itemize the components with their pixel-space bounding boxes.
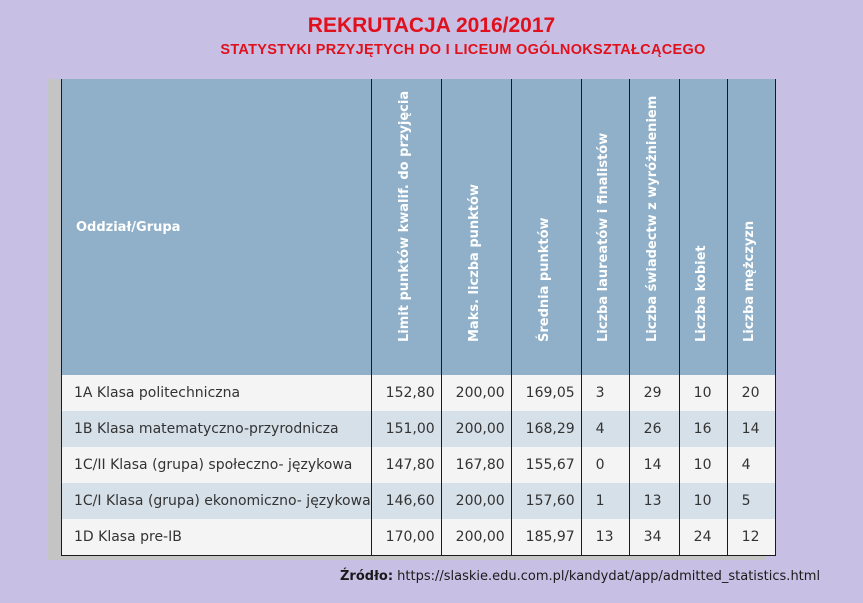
column-header-label: Maks. liczba punktów: [467, 184, 483, 342]
cell-women: 24: [679, 519, 727, 556]
cell-limit: 152,80: [371, 375, 441, 411]
admission-statistics-table: [61, 79, 776, 556]
cell-max: 200,00: [441, 519, 511, 556]
cell-average: 169,05: [511, 375, 581, 411]
column-header-label: Limit punktów kwalif. do przyjęcia: [397, 90, 413, 342]
cell-laureates: 4: [581, 411, 629, 447]
cell-women: 10: [679, 483, 727, 519]
cell-honors: 13: [629, 483, 679, 519]
column-header-label: Liczba mężczyzn: [742, 220, 758, 342]
column-header-group: [62, 79, 372, 375]
cell-group: 1C/I Klasa (grupa) ekonomiczno- językowa: [62, 483, 372, 519]
cell-honors: 26: [629, 411, 679, 447]
cell-men: 20: [727, 375, 775, 411]
column-header-label: Średnia punktów: [537, 217, 553, 342]
cell-limit: 151,00: [371, 411, 441, 447]
cell-average: 185,97: [511, 519, 581, 556]
cell-limit: 146,60: [371, 483, 441, 519]
cell-group: 1D Klasa pre-IB: [62, 519, 372, 556]
cell-men: 14: [727, 411, 775, 447]
column-header-average: [511, 79, 581, 375]
source-label: Źródło:: [340, 569, 394, 584]
table-row: [62, 519, 776, 556]
page-subtitle: STATYSTYKI PRZYJĘTYCH DO I LICEUM OGÓLNOKSZTAŁCĄCEGO: [220, 42, 706, 58]
table-row: [62, 411, 776, 447]
table-header-row: [62, 79, 776, 375]
cell-max: 200,00: [441, 411, 511, 447]
source-note: [340, 569, 820, 584]
cell-max: 167,80: [441, 447, 511, 483]
cell-laureates: 13: [581, 519, 629, 556]
cell-average: 155,67: [511, 447, 581, 483]
cell-laureates: 1: [581, 483, 629, 519]
column-header-limit: [371, 79, 441, 375]
cell-max: 200,00: [441, 483, 511, 519]
cell-limit: 147,80: [371, 447, 441, 483]
page-title: REKRUTACJA 2016/2017: [307, 14, 556, 37]
cell-group: 1C/II Klasa (grupa) społeczno- językowa: [62, 447, 372, 483]
source-url: https://slaskie.edu.com.pl/kandydat/app/admitted_statistics.html: [397, 569, 821, 584]
cell-men: 4: [727, 447, 775, 483]
cell-honors: 29: [629, 375, 679, 411]
column-header-label: Oddział/Grupa: [76, 219, 181, 235]
cell-max: 200,00: [441, 375, 511, 411]
cell-laureates: 0: [581, 447, 629, 483]
table-row: [62, 447, 776, 483]
column-header-label: Liczba kobiet: [694, 245, 710, 342]
cell-limit: 170,00: [371, 519, 441, 556]
column-header-max: [441, 79, 511, 375]
cell-average: 168,29: [511, 411, 581, 447]
column-header-honors: [629, 79, 679, 375]
cell-women: 10: [679, 375, 727, 411]
cell-average: 157,60: [511, 483, 581, 519]
cell-women: 16: [679, 411, 727, 447]
cell-group: 1B Klasa matematyczno-przyrodnicza: [62, 411, 372, 447]
cell-men: 5: [727, 483, 775, 519]
cell-honors: 34: [629, 519, 679, 556]
column-header-label: Liczba świadectw z wyróżnieniem: [645, 95, 661, 342]
cell-laureates: 3: [581, 375, 629, 411]
cell-group: 1A Klasa politechniczna: [62, 375, 372, 411]
cell-honors: 14: [629, 447, 679, 483]
column-header-laureates: [581, 79, 629, 375]
column-header-women: [679, 79, 727, 375]
table-row: [62, 375, 776, 411]
column-header-label: Liczba laureatów i finalistów: [596, 132, 612, 342]
column-header-men: [727, 79, 775, 375]
cell-men: 12: [727, 519, 775, 556]
table-row: [62, 483, 776, 519]
cell-women: 10: [679, 447, 727, 483]
